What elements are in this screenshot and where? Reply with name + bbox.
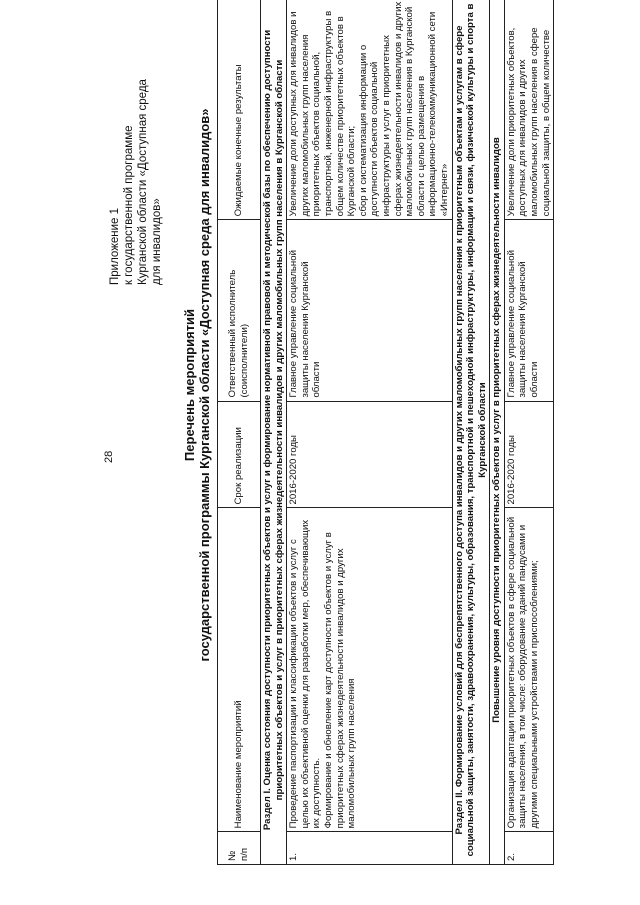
section-row bbox=[452, 0, 490, 865]
appendix-line: Приложение 1 bbox=[109, 207, 121, 285]
document-title bbox=[182, 25, 212, 745]
page-number: 28 bbox=[103, 450, 115, 463]
row-num: 1. bbox=[287, 832, 452, 865]
table-header-row bbox=[218, 0, 261, 865]
header-period: Срок реализации bbox=[218, 401, 261, 508]
header-results: Ожидаемые конечные результаты bbox=[218, 0, 261, 220]
title-line: государственной программы Курганской области «Доступная среда для инвалидов» bbox=[197, 108, 212, 662]
section-1-title: Раздел I. Оценка состояния доступности приоритетных объектов и услуг и формирование нормативной правовой и методической базы по обеспечению доступности приоритетных объектов и услуг в приоритетных сферах жизнедеятельности инвалидов и других маломобильных групп населения в Курганской области bbox=[261, 0, 287, 865]
measures-table bbox=[217, 0, 554, 865]
header-executor: Ответственный исполнитель (соисполнители) bbox=[218, 220, 261, 401]
subsection-row bbox=[490, 0, 505, 865]
row-num: 2. bbox=[504, 832, 553, 865]
row-results: Увеличение доли доступных для инвалидов и других маломобильных групп населения приоритетных объектов социальной, транспортной, инженерной инфраструктуры в общем количестве приоритетных объектов в Курганской области; сбор и систематизация информации о доступности объектов социальной инфраструктуры и услуг в приоритетных сферах жизнедеятельности инвалидов и других маломобильных групп населения в Курганской области с целью размещения в информационно-телекоммуникационной сети «Интернет» bbox=[287, 0, 452, 220]
appendix-line: для инвалидов» bbox=[151, 198, 163, 285]
row-executor: Главное управление социальной защиты населения Курганской области bbox=[504, 220, 553, 401]
row-name: Проведение паспортизации и классификации объектов и услуг с целью их объективной оценки для разработки мер, обеспечивающих их доступность. Формирование и обновление карт доступности объектов и услуг в приоритетных сферах жизнедеятельности инвалидов и других маломобильных групп населения bbox=[287, 508, 452, 832]
row-results: Увеличение доли приоритетных объектов, доступных для инвалидов и других маломобильных групп населения в сфере социальной защиты, в общем количестве bbox=[504, 0, 553, 220]
appendix-line: Курганской области «Доступная среда bbox=[137, 79, 149, 285]
appendix-note bbox=[108, 25, 164, 285]
row-name: Организация адаптации приоритетных объектов в сфере социальной защиты населения, в том числе: оборудование зданий пандусами и другими специальными устройствами и приспособлениями; bbox=[504, 508, 553, 832]
row-period: 2016-2020 годы bbox=[287, 401, 452, 508]
header-name: Наименование мероприятий bbox=[218, 508, 261, 832]
appendix-line: к государственной программе bbox=[123, 125, 135, 285]
section-2-title: Раздел II. Формирование условий для беспрепятственного доступа инвалидов и других маломобильных групп населения к приоритетным объектам и услугам в сфере социальной защиты, занятости, здравоохранения, культуры, образования, транспортной и пешеходной инфраструктуры, информации и связи, физической культуры и спорта в Курганской области bbox=[452, 0, 490, 865]
header-num: № п/п bbox=[218, 832, 261, 865]
section-row bbox=[261, 0, 287, 865]
table-row bbox=[287, 0, 452, 865]
row-executor: Главное управление социальной защиты населения Курганской области bbox=[287, 220, 452, 401]
title-line: Перечень мероприятий bbox=[182, 308, 197, 462]
subsection-title: Повышение уровня доступности приоритетных объектов и услуг в приоритетных сферах жизнедеятельности инвалидов bbox=[490, 0, 505, 865]
table-row bbox=[504, 0, 553, 865]
row-period: 2016-2020 годы bbox=[504, 401, 553, 508]
